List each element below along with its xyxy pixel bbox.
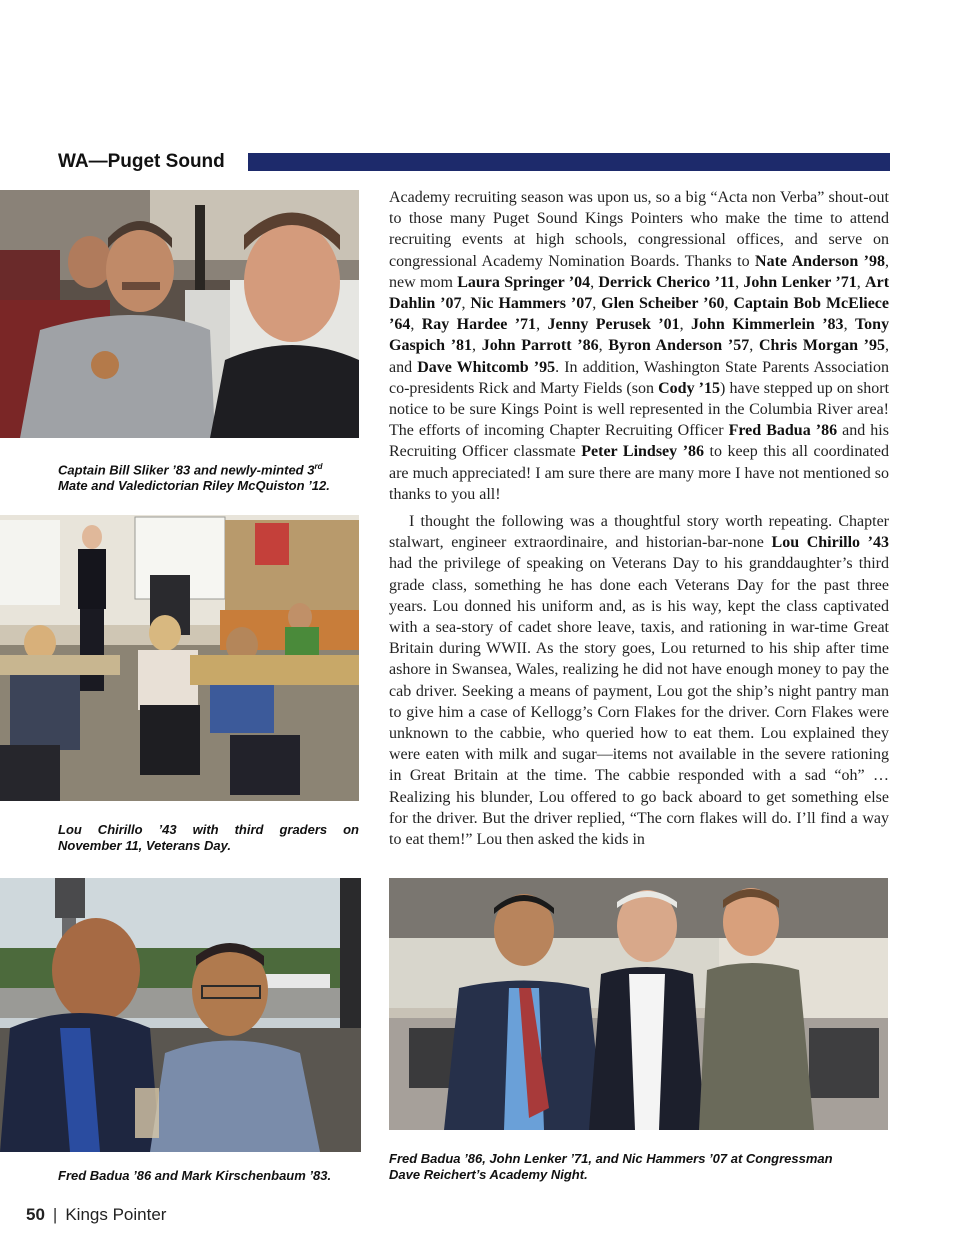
article-paragraph-2: I thought the following was a thoughtful story worth repeating. Chapter stalwart, engineer extraordinaire, and historian-bar-none Lou Chirillo ’43 had the privilege of speaking on Veterans Day to his granddaughter’s third grade class, something he has done each Veterans Day for the past three years. Lou donned his uniform and, as is his way, kept the class captivated with a sea-story of cadet shore leave, taxis, and rationing in war-time Great Britain during WWII. As the story goes, Lou returned to his ship after time ashore in Swansea, Wales, realizing he did not have enough money to pay the cab driver. Seeking a means of payment, Lou got the ship’s night pantry man to give him a case of Kellogg’s Corn Flakes for the driver. Corn Flakes were unknown to the cabbie, who queried how to eat them. Lou explained they were eaten with milk and sugar—items not available in the severe rationing in Great Britain at the time. The cabbie responded with a sad “oh” … Realizing his blunder, Lou offered to go back aboard to get something else for the driver. But the driver replied, “The corn flakes will do. I’ll find a way to eat them!” Lou then asked the kids in bbox=[389, 513, 890, 849]
bold-name: Dave Whitcomb ’95 bbox=[417, 358, 556, 376]
photo-badua-lenker-hammers-image bbox=[389, 878, 888, 1130]
bold-name: Tony Gaspich ’81 bbox=[389, 316, 890, 355]
bold-name: Lou Chirillo ’43 bbox=[771, 534, 890, 552]
photo-badua-kirschenbaum-image bbox=[0, 878, 361, 1152]
section-title: WA—Puget Sound bbox=[58, 151, 225, 172]
bold-name: Nic Hammers ’07 bbox=[470, 295, 593, 313]
bold-name: Laura Springer ’04 bbox=[457, 273, 591, 291]
bold-name: John Parrott ’86 bbox=[481, 337, 599, 355]
bold-name: John Kimmerlein ’83 bbox=[691, 316, 844, 334]
footer-separator: | bbox=[52, 1205, 58, 1224]
caption-photo1-line2: Mate and Valedictorian Riley McQuiston ’12. bbox=[58, 478, 330, 494]
caption-photo4-line2: Dave Reichert’s Academy Night. bbox=[389, 1167, 588, 1182]
bold-name: Fred Badua ’86 bbox=[728, 422, 838, 440]
caption-photo1-superscript: rd bbox=[314, 462, 323, 471]
caption-photo2-line2: November 11, Veterans Day. bbox=[58, 838, 231, 853]
caption-photo1-text: Captain Bill Sliker ’83 and newly-minted 3 bbox=[58, 462, 315, 478]
bold-name: Peter Lindsey ’86 bbox=[581, 443, 705, 461]
bold-name: Ray Hardee ’71 bbox=[421, 316, 537, 334]
section-header bbox=[58, 150, 890, 174]
bold-name: Cody ’15 bbox=[658, 379, 721, 397]
bold-name: Derrick Cherico ’11 bbox=[598, 273, 736, 291]
page-footer bbox=[26, 1204, 166, 1226]
caption-photo1 bbox=[58, 459, 359, 494]
photo-badua-lenker-hammers bbox=[389, 878, 888, 1130]
page-number: 50 bbox=[26, 1205, 45, 1224]
caption-photo4 bbox=[389, 1151, 888, 1183]
article-paragraph-1: Academy recruiting season was upon us, so a big “Acta non Verba” shout-out to those many Puget Sound Kings Pointers who make the time to attend recruiting events at high schools, congressional offices, and serve on congressional Academy Nomination Boards. Thanks to Nate Anderson ’98, new mom Laura Springer ’04, Derrick Cherico ’11, John Lenker ’71, Art Dahlin ’07, Nic Hammers ’07, Glen Scheiber ’60, Captain Bob McEliece ’64, Ray Hardee ’71, Jenny Perusek ’01, John Kimmerlein ’83, Tony Gaspich ’81, John Parrott ’86, Byron Anderson ’57, Chris Morgan ’95, and Dave Whitcomb ’95. In addition, Washington State Parents Association co-presidents Rick and Marty Fields (son Cody ’15) have stepped up on short notice to be sure Kings Point is well represented in the Columbia River area! The efforts of incoming Chapter Recruiting Officer Fred Badua ’86 and his Recruiting Officer classmate Peter Lindsey ’86 to keep this all coordinated are much appreciated! I am sure there are many more I have not mentioned so thanks to you all! bbox=[389, 189, 890, 503]
caption-photo4-line1: Fred Badua ’86, John Lenker ’71, and Nic Hammers ’07 at Congressman bbox=[389, 1151, 833, 1166]
photo-sliker-mcquiston bbox=[0, 190, 359, 438]
publication-name: Kings Pointer bbox=[65, 1205, 167, 1224]
bold-name: Jenny Perusek ’01 bbox=[547, 316, 680, 334]
photo-classroom bbox=[0, 515, 359, 801]
caption-photo1-line1 bbox=[58, 459, 359, 478]
caption-photo2-line1: Lou Chirillo ’43 with third graders on bbox=[58, 822, 359, 837]
photo-sliker-mcquiston-image bbox=[0, 190, 359, 438]
bold-name: Nate Anderson ’98 bbox=[755, 252, 886, 270]
bold-name: Chris Morgan ’95 bbox=[758, 337, 886, 355]
section-title-bar bbox=[248, 153, 890, 171]
bold-name: Art Dahlin ’07 bbox=[389, 273, 890, 313]
bold-name: John Lenker ’71 bbox=[743, 273, 857, 291]
photo-classroom-image bbox=[0, 515, 359, 801]
bold-name: Byron Anderson ’57 bbox=[608, 337, 750, 355]
bold-name: Glen Scheiber ’60 bbox=[601, 295, 725, 313]
caption-photo2 bbox=[58, 822, 359, 854]
article-body bbox=[389, 187, 889, 850]
photo-badua-kirschenbaum bbox=[0, 878, 361, 1152]
bold-name: Captain Bob McEliece ’64 bbox=[389, 295, 890, 334]
caption-photo3: Fred Badua ’86 and Mark Kirschenbaum ’83. bbox=[58, 1168, 332, 1183]
